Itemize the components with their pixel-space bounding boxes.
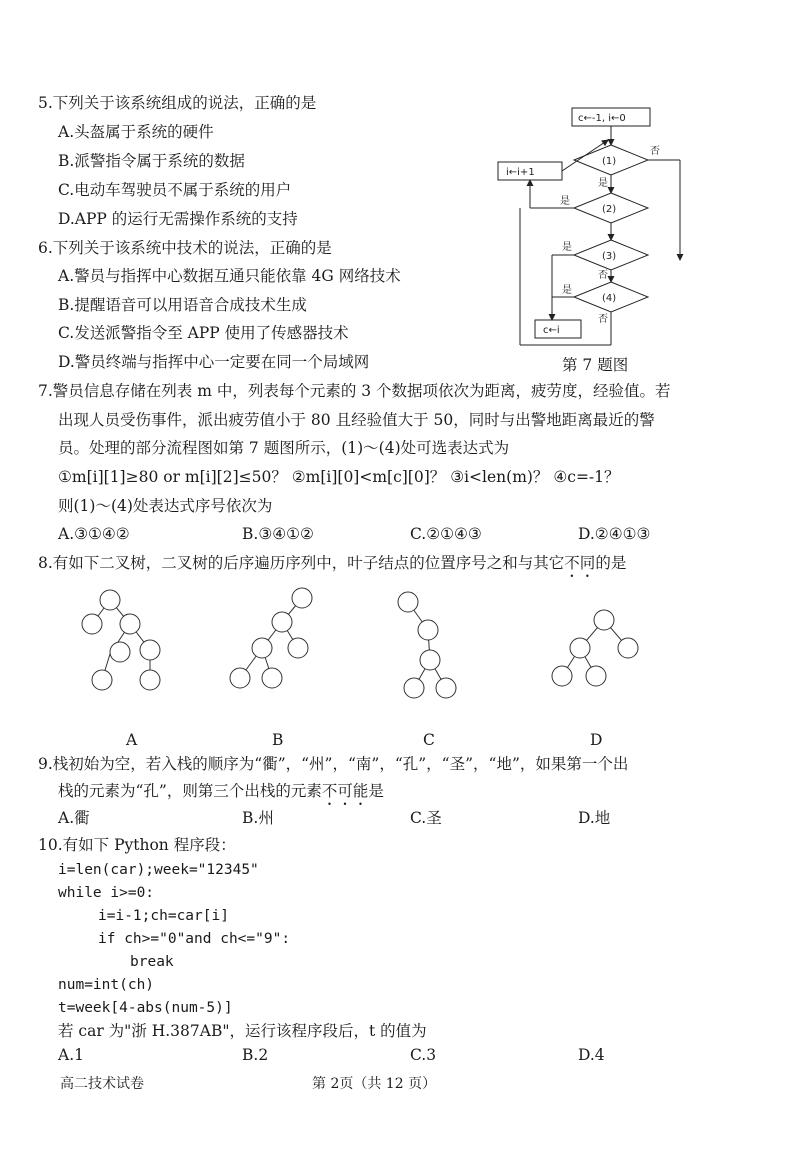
q7-line-5: 则(1)～(4)处表达式序号依次为 (58, 497, 273, 515)
q5-option-b: B.派警指令属于系统的数据 (58, 152, 245, 170)
flow-yes-1: 是 (598, 178, 608, 189)
code-line-4: if ch>="0"and ch<="9": (98, 931, 291, 947)
tree-b (230, 588, 312, 688)
flow-no-3: 否 (598, 270, 608, 281)
code-line-1: i=len(car);week="12345" (58, 862, 259, 878)
footer-title: 高二技术试卷 (60, 1076, 144, 1092)
q6-option-b: B.提醒语音可以用语音合成技术生成 (58, 296, 307, 314)
q7-option-a: A.③①④② (58, 525, 130, 543)
q7-line-4: ①m[i][1]≥80 or m[i][2]≤50？ ②m[i][0]<m[c][0]？ ③i<len(m)？ ④c=-1？ (58, 468, 620, 486)
q9-option-c: C.圣 (410, 809, 442, 827)
tree-d (552, 610, 638, 686)
q7-option-b: B.③④①② (242, 525, 314, 543)
footer-page-number: 第 2页（共 12 页） (312, 1076, 437, 1092)
tree-a (82, 590, 160, 690)
q10-option-a: A.1 (58, 1046, 84, 1064)
q9-option-d: D.地 (578, 809, 611, 827)
code-line-2: while i>=0: (58, 885, 155, 901)
flow-inc-text: i←i+1 (506, 167, 535, 178)
code-line-3: i=i-1;ch=car[i] (98, 908, 229, 924)
q6-option-a: A.警员与指挥中心数据互通只能依靠 4G 网络技术 (58, 267, 401, 285)
flow-yes-4: 是 (562, 285, 572, 296)
flow-no-1: 否 (650, 146, 660, 157)
q7-option-c: C.②①④③ (410, 525, 482, 543)
tree-label-b: B (272, 731, 284, 749)
tree-c (398, 592, 456, 698)
binary-trees (0, 580, 800, 720)
flow-d3-text: (3) (602, 251, 617, 262)
tree-label-c: C (423, 731, 435, 749)
q6-option-d: D.警员终端与指挥中心一定要在同一个局域网 (58, 353, 370, 371)
flow-d1-text: (1) (602, 156, 617, 167)
q5-stem: 5.下列关于该系统组成的说法，正确的是 (38, 94, 317, 112)
flow-yes-3: 是 (562, 242, 572, 253)
q10-option-b: B.2 (242, 1046, 269, 1064)
q9-option-b: B.州 (242, 809, 274, 827)
q5-option-c: C.电动车驾驶员不属于系统的用户 (58, 181, 292, 199)
q7-option-d: D.②④①③ (578, 525, 651, 543)
q10-option-c: C.3 (410, 1046, 437, 1064)
code-line-6: num=int(ch) (58, 977, 155, 993)
q5-option-d: D.APP 的运行无需操作系统的支持 (58, 210, 298, 228)
q10-question: 若 car 为"浙 H.387AB"，运行该程序段后，t 的值为 (58, 1022, 427, 1040)
q6-option-c: C.发送派警指令至 APP 使用了传感器技术 (58, 324, 349, 342)
q7-line-1: 7.警员信息存储在列表 m 中，列表每个元素的 3 个数据项依次为距离，疲劳度，经验值。若 (38, 382, 671, 400)
q9-option-a: A.衢 (58, 809, 90, 827)
q5-option-a: A.头盔属于系统的硬件 (58, 123, 214, 141)
figure-7-caption: 第 7 题图 (562, 356, 629, 374)
q8-stem: 8.有如下二叉树，二叉树的后序遍历序列中，叶子结点的位置序号之和与其它不同的是 (38, 554, 627, 572)
flow-assign-text: c←i (543, 325, 560, 336)
code-line-7: t=week[4-abs(num-5)] (58, 1000, 233, 1016)
flow-no-4: 否 (598, 314, 608, 325)
flow-d4-text: (4) (602, 293, 617, 304)
tree-label-a: A (126, 731, 138, 749)
tree-label-d: D (590, 731, 603, 749)
q10-option-d: D.4 (578, 1046, 605, 1064)
code-line-5: break (130, 954, 174, 970)
q7-line-3: 员。处理的部分流程图如第 7 题图所示，(1)～(4)处可选表达式为 (58, 439, 510, 457)
q6-stem: 6.下列关于该系统中技术的说法，正确的是 (38, 239, 332, 257)
q8-emphasis: 不同 (564, 554, 596, 572)
q9-line-2: 栈的元素为“孔”，则第三个出栈的元素不可能是 (58, 782, 384, 800)
flow-yes-2: 是 (560, 196, 570, 207)
flow-d2-text: (2) (602, 204, 617, 215)
q9-emphasis: 不可能 (321, 782, 369, 800)
flow-init-text: c←-1, i←0 (578, 113, 626, 124)
q10-stem: 10.有如下 Python 程序段： (38, 836, 236, 854)
q9-line-1: 9.栈初始为空，若入栈的顺序为“衢”，“州”，“南”，“孔”，“圣”，“地”，如果第一个出 (38, 755, 629, 773)
flowchart-q7 (490, 100, 700, 380)
q7-line-2: 出现人员受伤事件，派出疲劳值小于 80 且经验值大于 50，同时与出警地距离最近的警 (58, 411, 655, 429)
